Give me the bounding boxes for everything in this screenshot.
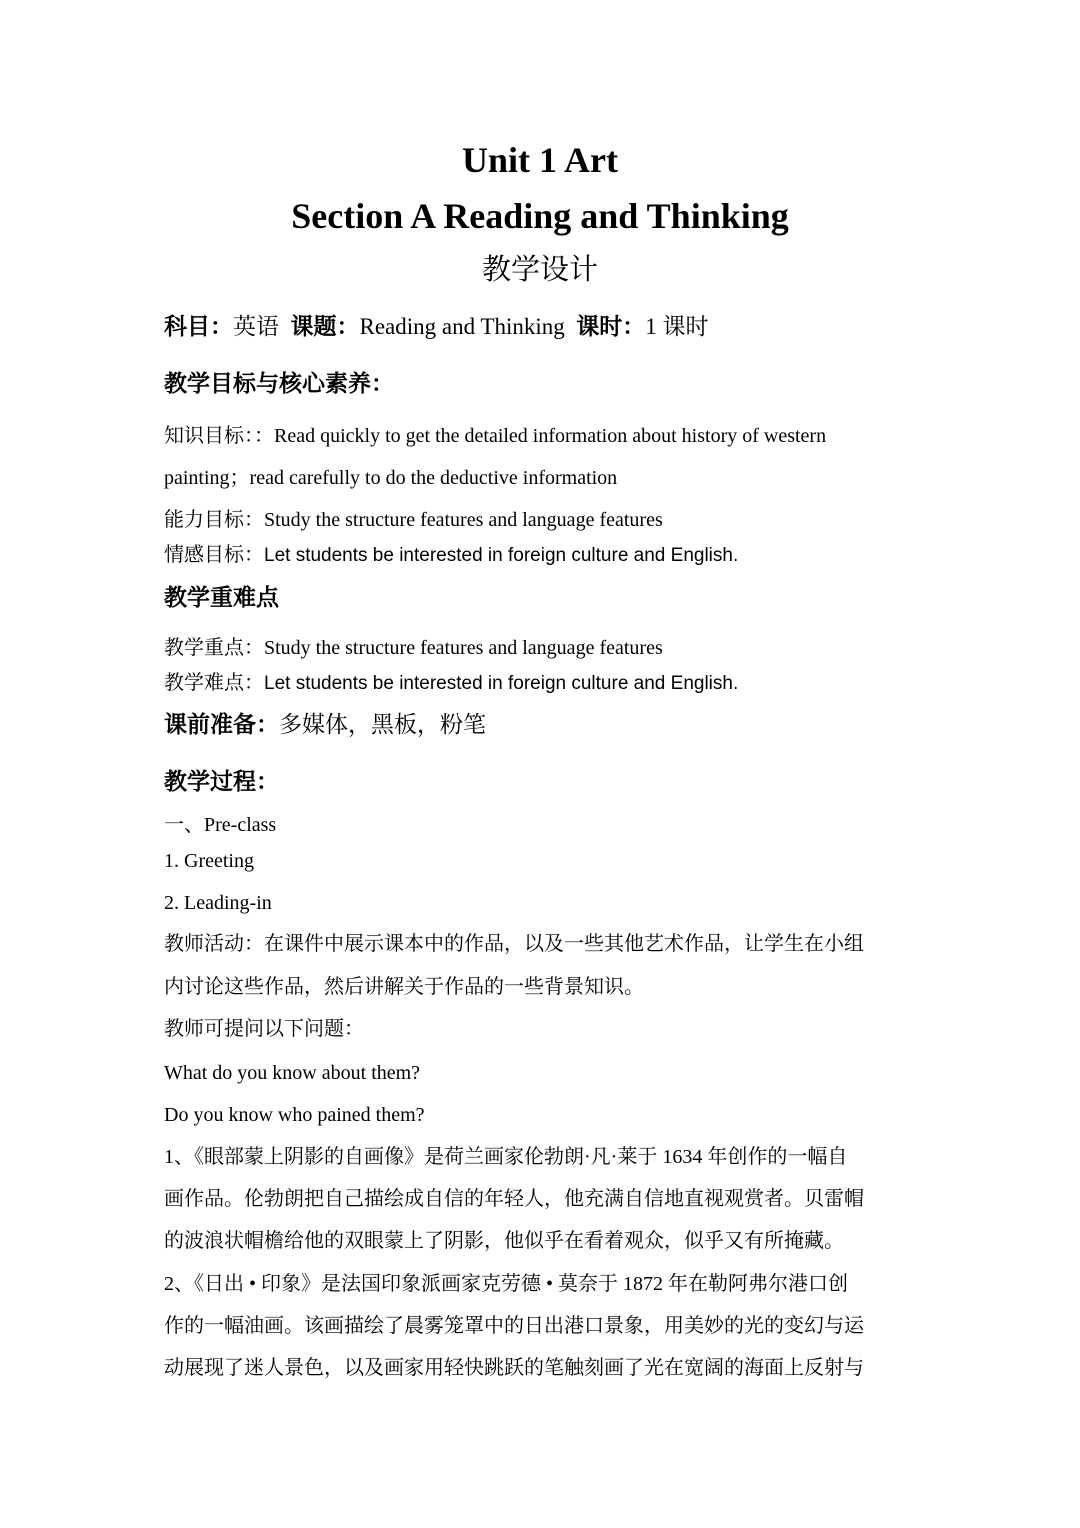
topic-label: 课题：: [290, 314, 360, 339]
knowledge-objective-line1: [164, 426, 826, 446]
question-1: What do you know about them?: [164, 1062, 421, 1084]
ability-objective-label: 能力目标：: [164, 509, 264, 531]
process-heading: 教学过程：: [164, 769, 279, 794]
knowledge-objective-text: Read quickly to get the detailed information about history of western: [274, 425, 827, 447]
teaching-difficulty-text: Let students be interested in foreign culture and English.: [264, 673, 739, 694]
emotion-objective: [164, 545, 738, 565]
painting-1-line1: 1、《眼部蒙上阴影的自画像》是荷兰画家伦勃朗·凡·莱于 1634 年创作的一幅自: [164, 1146, 848, 1168]
key-points-heading: 教学重难点: [164, 585, 279, 610]
teaching-difficulty: [164, 673, 738, 693]
painting-2-line1: 2、《日出 • 印象》是法国印象派画家克劳德 • 莫奈于 1872 年在勒阿弗尔港口创: [164, 1273, 849, 1295]
emotion-objective-label: 情感目标：: [164, 544, 264, 566]
teaching-focus-text: Study the structure features and language features: [264, 637, 663, 659]
period-label: 课时：: [576, 314, 646, 339]
period-value: 1 课时: [645, 314, 709, 339]
pre-class-heading: 一、Pre-class: [164, 814, 277, 836]
painting-1-line2: 画作品。伦勃朗把自己描绘成自信的年轻人，他充满自信地直视观赏者。贝雷帽: [164, 1188, 864, 1210]
teacher-activity-line2: 内讨论这些作品，然后讲解关于作品的一些背景知识。: [164, 976, 644, 998]
step-greeting: 1. Greeting: [164, 850, 254, 872]
course-meta-line: [164, 315, 709, 338]
preparation-value: 多媒体，黑板，粉笔: [279, 712, 486, 737]
question-2: Do you know who pained them?: [164, 1104, 425, 1126]
teacher-activity-line1: 教师活动：在课件中展示课本中的作品，以及一些其他艺术作品，让学生在小组: [164, 933, 864, 955]
knowledge-objective-label: 知识目标：：: [164, 425, 274, 447]
section-title: Section A Reading and Thinking: [291, 196, 789, 236]
knowledge-objective-line2: painting；read carefully to do the deductive information: [164, 467, 618, 489]
teaching-focus-label: 教学重点：: [164, 637, 264, 659]
step-leading-in: 2. Leading-in: [164, 892, 272, 914]
ability-objective: [164, 510, 663, 530]
preparation-label: 课前准备：: [164, 712, 279, 737]
subject-value: 英语: [233, 314, 279, 339]
document-subtitle: 教学设计: [481, 254, 598, 286]
unit-title: Unit 1 Art: [462, 140, 618, 180]
emotion-objective-text: Let students be interested in foreign culture and English.: [264, 545, 739, 566]
subject-label: 科目：: [164, 314, 233, 339]
painting-2-line2: 作的一幅油画。该画描绘了晨雾笼罩中的日出港口景象，用美妙的光的变幻与运: [164, 1315, 864, 1337]
preparation-line: [164, 713, 486, 736]
topic-value: Reading and Thinking: [359, 314, 565, 339]
objectives-heading: 教学目标与核心素养：: [164, 371, 394, 396]
painting-1-line3: 的波浪状帽檐给他的双眼蒙上了阴影，他似乎在看着观众，似乎又有所掩藏。: [164, 1230, 844, 1252]
questions-intro: 教师可提问以下问题：: [164, 1018, 364, 1040]
painting-2-line3: 动展现了迷人景色，以及画家用轻快跳跃的笔触刻画了光在宽阔的海面上反射与: [164, 1357, 864, 1379]
teaching-focus: [164, 638, 663, 658]
teaching-difficulty-label: 教学难点：: [164, 672, 264, 694]
ability-objective-text: Study the structure features and language features: [264, 509, 663, 531]
